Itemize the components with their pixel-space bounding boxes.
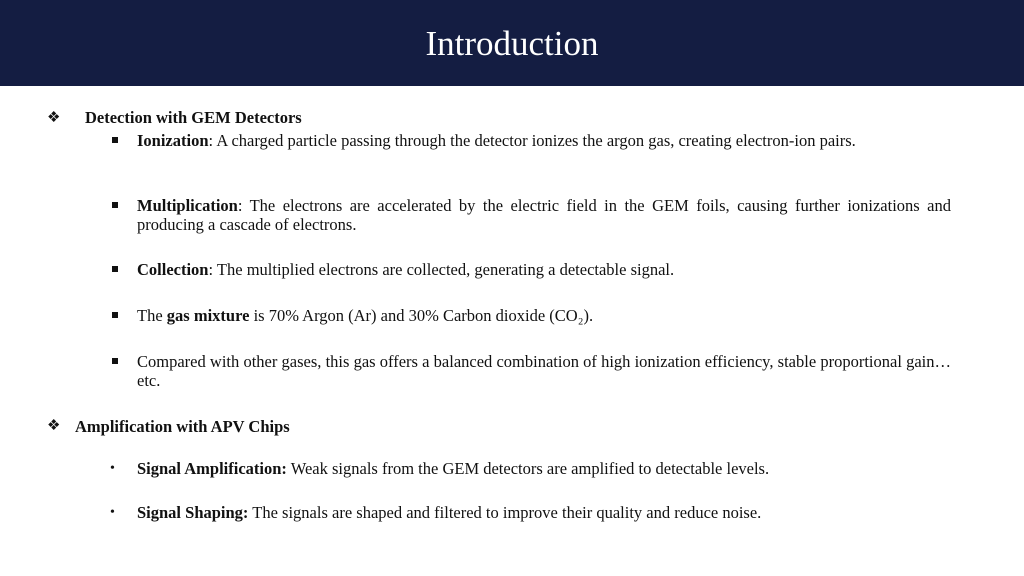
bullet-ionization: Ionization: A charged particle passing through the detector ionizes the argon gas, creating electron-ion pairs. <box>137 131 856 150</box>
bullet-signal-amplification: Signal Amplification: Weak signals from the GEM detectors are amplified to detectable levels. <box>137 459 770 478</box>
section-heading-apv: Amplification with APV Chips <box>75 417 290 436</box>
dot-bullet-icon: • <box>110 505 115 520</box>
bullet-multiplication: Multiplication: The electrons are accelerated by the electric field in the GEM foils, causing further ionizations and producing a cascade of electrons. <box>137 196 951 234</box>
bullet-signal-shaping: Signal Shaping: The signals are shaped and filtered to improve their quality and reduce noise. <box>137 503 762 522</box>
slide-title: Introduction <box>425 24 599 63</box>
diamond-bullet-icon: ❖ <box>47 418 61 434</box>
square-bullet-icon <box>112 312 118 318</box>
diamond-bullet-icon: ❖ <box>47 110 61 126</box>
square-bullet-icon <box>112 358 118 364</box>
section-heading-gem: Detection with GEM Detectors <box>85 108 302 127</box>
bullet-gas-mixture: The gas mixture is 70% Argon (Ar) and 30% Carbon dioxide (CO₂). <box>137 306 594 325</box>
square-bullet-icon <box>112 266 118 272</box>
bullet-comparison: Compared with other gases, this gas offers a balanced combination of high ionization efficiency, stable proportional gain… etc. <box>137 352 951 390</box>
square-bullet-icon <box>112 137 118 143</box>
square-bullet-icon <box>112 202 118 208</box>
bullet-collection: Collection: The multiplied electrons are collected, generating a detectable signal. <box>137 260 675 279</box>
dot-bullet-icon: • <box>110 461 115 476</box>
